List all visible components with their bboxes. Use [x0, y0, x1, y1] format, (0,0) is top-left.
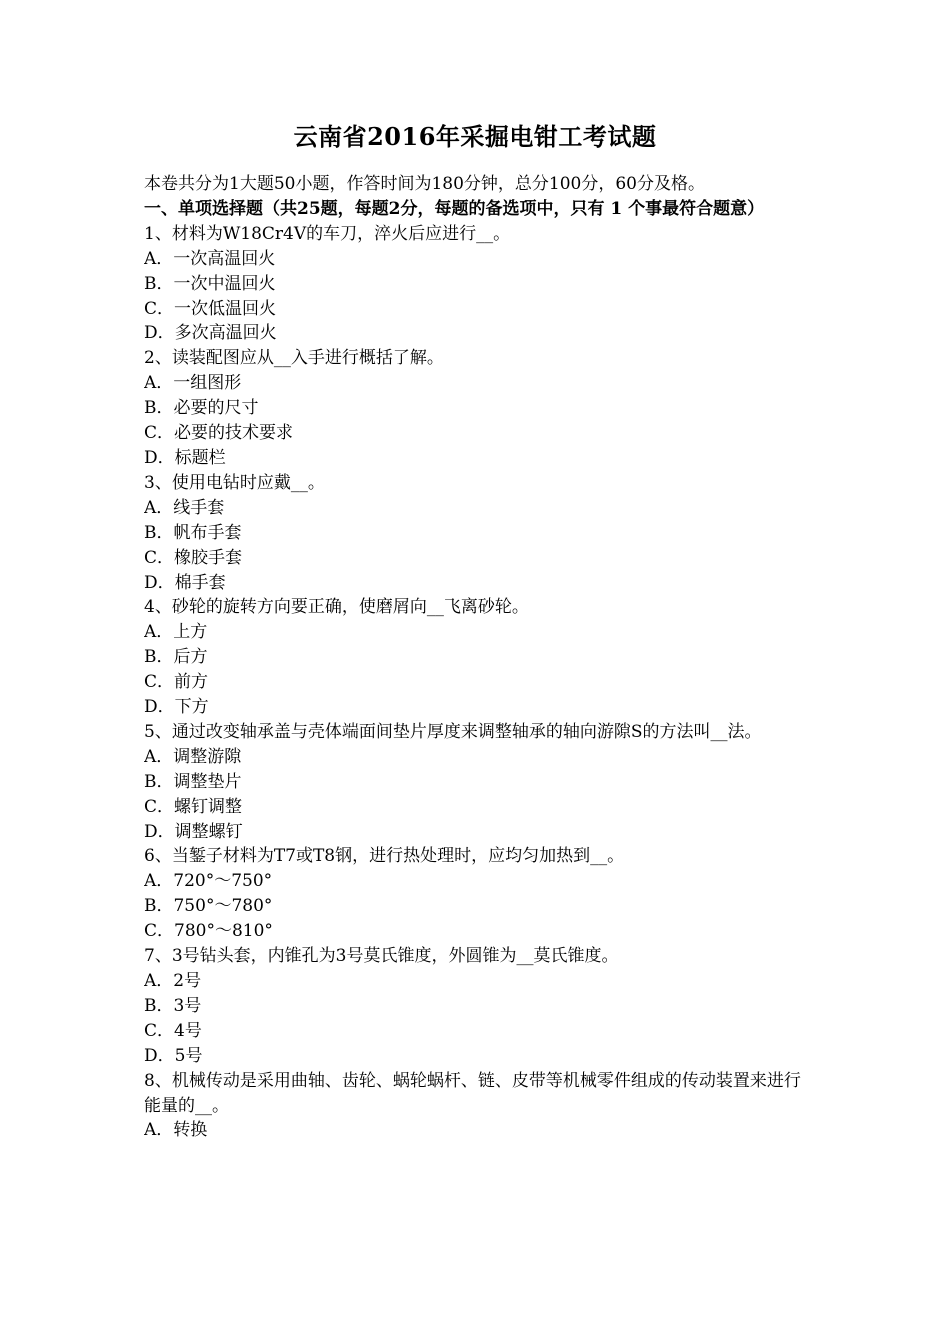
question-5-option-a: A．调整游隙: [144, 746, 242, 767]
question-7-option-c: C．4号: [144, 1020, 202, 1041]
question-2-option-d: D．标题栏: [144, 447, 226, 468]
exam-intro: 本卷共分为1大题50小题，作答时间为180分钟，总分100分，60分及格。: [144, 174, 705, 194]
document-body: [144, 172, 812, 1143]
question-3-option-b: B．帆布手套: [144, 522, 242, 543]
question-8-stem: 8、机械传动是采用曲轴、齿轮、蜗轮蜗杆、链、皮带等机械零件组成的传动装置来进行能量的__。: [144, 1070, 801, 1116]
question-7-option-a: A．2号: [144, 971, 202, 991]
question-2-option-c: C．必要的技术要求: [144, 423, 294, 444]
question-6-option-c: C．780°～810°: [144, 921, 273, 942]
question-7-option-b: B．3号: [144, 995, 202, 1016]
question-1-option-a: A．一次高温回火: [144, 248, 276, 269]
question-4-option-d: D．下方: [144, 697, 209, 718]
question-7-option-d: D．5号: [144, 1045, 203, 1066]
question-4-stem: 4、砂轮的旋转方向要正确，使磨屑向__飞离砂轮。: [144, 597, 529, 618]
question-6-option-a: A．720°～750°: [144, 871, 273, 892]
section-heading: 一、单项选择题（共25题，每题2分，每题的备选项中，只有 1 个事最符合题意）: [144, 198, 765, 219]
question-5-option-b: B．调整垫片: [144, 771, 242, 792]
question-4-option-b: B．后方: [144, 647, 208, 668]
question-5-option-d: D．调整螺钉: [144, 821, 243, 842]
question-7-stem: 7、3号钻头套，内锥孔为3号莫氏锥度，外圆锥为__莫氏锥度。: [144, 946, 619, 967]
question-1-stem: 1、材料为W18Cr4V的车刀，淬火后应进行__。: [144, 223, 511, 244]
question-1-option-b: B．一次中温回火: [144, 273, 276, 294]
question-4-option-c: C．前方: [144, 672, 209, 693]
question-2-option-a: A．一组图形: [144, 373, 242, 394]
question-5-stem: 5、通过改变轴承盖与壳体端面间垫片厚度来调整轴承的轴向游隙S的方法叫__法。: [144, 721, 762, 742]
question-6-option-b: B．750°～780°: [144, 896, 273, 917]
document-title: 云南省2016年采掘电钳工考试题: [293, 122, 657, 151]
question-1-option-d: D．多次高温回火: [144, 323, 277, 344]
question-3-stem: 3、使用电钻时应戴__。: [144, 472, 325, 493]
question-4-option-a: A．上方: [144, 622, 208, 643]
question-6-stem: 6、当錾子材料为T7或T8钢，进行热处理时，应均匀加热到__。: [144, 846, 625, 867]
question-2-stem: 2、读装配图应从__入手进行概括了解。: [144, 348, 444, 369]
question-5-option-c: C．螺钉调整: [144, 796, 243, 817]
question-3-option-d: D．棉手套: [144, 572, 226, 593]
question-3-option-c: C．橡胶手套: [144, 547, 243, 568]
question-2-option-b: B．必要的尺寸: [144, 398, 259, 419]
question-1-option-c: C．一次低温回火: [144, 298, 277, 319]
question-8-option-a: A．转换: [144, 1120, 208, 1141]
question-3-option-a: A．线手套: [144, 497, 225, 518]
